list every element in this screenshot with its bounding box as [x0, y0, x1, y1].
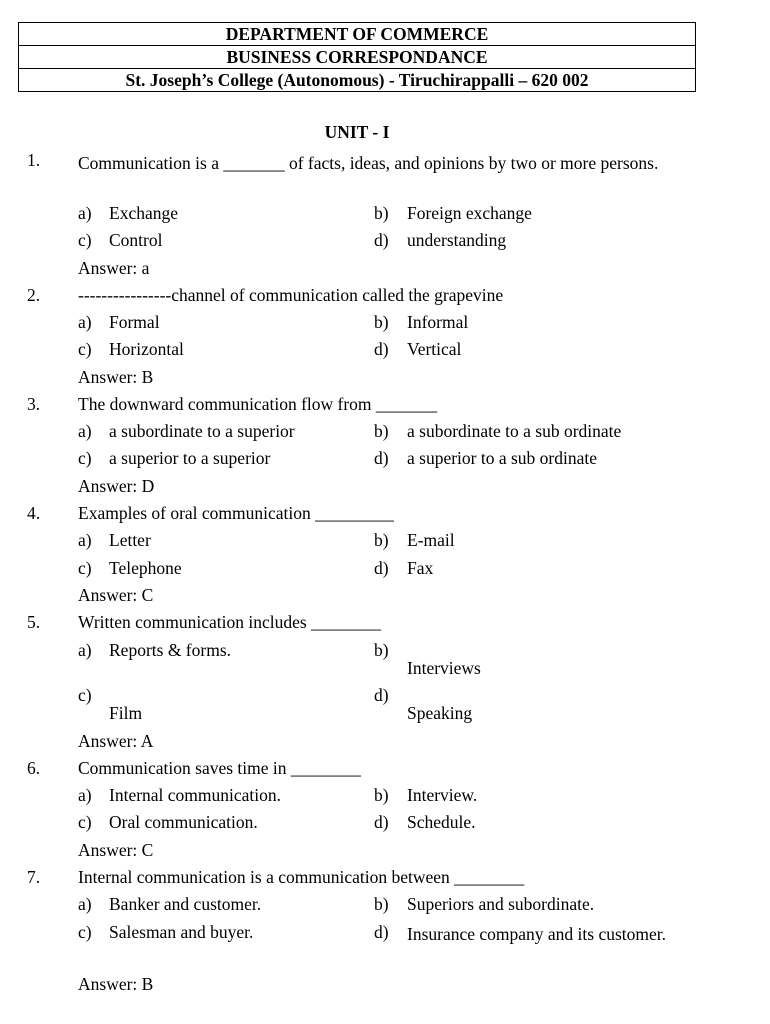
option-text: Foreign exchange: [407, 203, 532, 223]
option-text: Exchange: [109, 203, 178, 223]
option-a: [78, 530, 151, 550]
option-text: understanding: [407, 230, 507, 250]
unit-heading: UNIT - I: [324, 122, 390, 142]
question-number: 7.: [27, 867, 41, 887]
option-c: [78, 448, 270, 468]
question-number: 1.: [27, 150, 41, 170]
option-b-letter: b): [374, 640, 389, 660]
option-letter: c): [78, 558, 92, 578]
option-letter: a): [78, 312, 92, 332]
option-letter: b): [374, 894, 389, 914]
department-title: DEPARTMENT OF COMMERCE: [19, 23, 695, 46]
option-letter: d): [374, 339, 389, 359]
question-number: 6.: [27, 758, 41, 778]
option-c: [78, 230, 162, 250]
option-letter: d): [374, 812, 389, 832]
option-b: [374, 203, 532, 223]
option-text: Horizontal: [109, 339, 184, 359]
option-letter: a): [78, 421, 92, 441]
option-c-text: Film: [109, 703, 143, 723]
option-letter: d): [374, 448, 389, 468]
option-d-text: Speaking: [407, 703, 473, 723]
option-d: [374, 812, 476, 832]
answer-line: Answer: C: [78, 585, 154, 605]
option-d-letter: d): [374, 922, 389, 942]
option-text: a superior to a sub ordinate: [407, 448, 598, 468]
option-letter: b): [374, 312, 389, 332]
option-letter: a): [78, 530, 92, 550]
option-text: Banker and customer.: [109, 894, 262, 914]
option-letter: c): [78, 812, 92, 832]
option-d: [374, 230, 506, 250]
option-b: [374, 312, 468, 332]
option-letter: b): [374, 530, 389, 550]
option-a: [78, 640, 231, 660]
question-number: 2.: [27, 285, 41, 305]
option-text: Letter: [109, 530, 151, 550]
option-c-letter: c): [78, 685, 92, 705]
answer-line: Answer: B: [78, 367, 154, 387]
option-letter: c): [78, 448, 92, 468]
question-number: 5.: [27, 612, 41, 632]
option-text: Control: [109, 230, 163, 250]
option-letter: b): [374, 421, 389, 441]
college-name: St. Joseph’s College (Autonomous) - Tiruchirappalli – 620 002: [19, 69, 695, 92]
option-letter: d): [374, 230, 389, 250]
option-letter: c): [78, 339, 92, 359]
option-letter: d): [374, 558, 389, 578]
option-b-text: Interviews: [407, 658, 481, 678]
option-text: Oral communication.: [109, 812, 258, 832]
question-text: Written communication includes ________: [78, 612, 382, 632]
option-text: Fax: [407, 558, 434, 578]
option-b: [374, 785, 477, 805]
question-text: Communication saves time in ________: [78, 758, 361, 778]
header-table: [18, 22, 696, 92]
option-letter: a): [78, 894, 92, 914]
answer-line: Answer: a: [78, 258, 150, 278]
answer-line: Answer: B: [78, 974, 154, 994]
option-d: [374, 558, 433, 578]
option-d: [374, 339, 461, 359]
question-text: Communication is a _______ of facts, ideas, and opinions by two or more persons.: [78, 153, 659, 173]
option-d-text: Insurance company and its customer.: [407, 924, 667, 944]
option-letter: b): [374, 203, 389, 223]
option-text: E-mail: [407, 530, 455, 550]
option-letter: a): [78, 785, 92, 805]
option-a: [78, 312, 160, 332]
course-title: BUSINESS CORRESPONDANCE: [19, 46, 695, 69]
option-a: [78, 785, 281, 805]
option-text: Schedule.: [407, 812, 476, 832]
question-text: The downward communication flow from _______: [78, 394, 438, 414]
answer-line: Answer: A: [78, 731, 154, 751]
option-d-letter: d): [374, 685, 389, 705]
option-letter: a): [78, 203, 92, 223]
option-text: a subordinate to a superior: [109, 421, 295, 441]
question-text: ----------------channel of communication called the grapevine: [78, 285, 504, 305]
question-number: 4.: [27, 503, 41, 523]
option-text: a subordinate to a sub ordinate: [407, 421, 622, 441]
option-c: [78, 558, 182, 578]
option-letter: a): [78, 640, 92, 660]
option-text: Internal communication.: [109, 785, 282, 805]
option-c: [78, 812, 258, 832]
option-letter: b): [374, 785, 389, 805]
option-d: [374, 448, 597, 468]
option-letter: c): [78, 922, 92, 942]
option-letter: c): [78, 230, 92, 250]
option-b: [374, 894, 594, 914]
option-b: [374, 530, 455, 550]
answer-line: Answer: C: [78, 840, 154, 860]
question-number: 3.: [27, 394, 41, 414]
question-text: Internal communication is a communication between ________: [78, 867, 525, 887]
question-text: Examples of oral communication _________: [78, 503, 394, 523]
option-text: Formal: [109, 312, 160, 332]
option-text: Vertical: [407, 339, 462, 359]
option-text: Telephone: [109, 558, 182, 578]
option-c: [78, 922, 253, 942]
option-c: [78, 339, 184, 359]
option-a: [78, 203, 178, 223]
option-text: a superior to a superior: [109, 448, 271, 468]
option-text: Salesman and buyer.: [109, 922, 254, 942]
answer-line: Answer: D: [78, 476, 155, 496]
option-b: [374, 421, 621, 441]
option-text: Informal: [407, 312, 469, 332]
option-text: Reports & forms.: [109, 640, 232, 660]
option-a: [78, 421, 295, 441]
option-text: Interview.: [407, 785, 478, 805]
option-a: [78, 894, 261, 914]
option-text: Superiors and subordinate.: [407, 894, 595, 914]
